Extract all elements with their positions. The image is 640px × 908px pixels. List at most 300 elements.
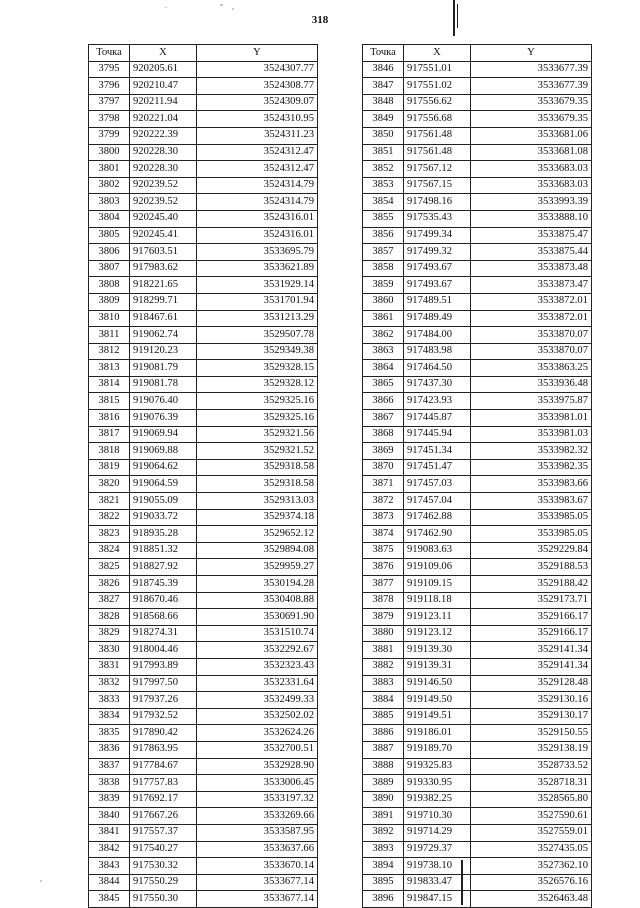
table-row xyxy=(363,459,592,476)
table-row xyxy=(89,194,318,211)
y-cell: 3533695.79 xyxy=(197,244,318,261)
x-cell: 917556.62 xyxy=(404,94,471,111)
y-cell: 3526576.16 xyxy=(471,874,592,891)
table-row xyxy=(89,741,318,758)
y-cell: 3532624.26 xyxy=(197,725,318,742)
header-point: Точка xyxy=(363,45,404,62)
x-cell: 919069.88 xyxy=(130,443,197,460)
x-cell: 920205.61 xyxy=(130,61,197,78)
point-cell: 3823 xyxy=(89,526,130,543)
point-cell: 3833 xyxy=(89,692,130,709)
table-row xyxy=(363,476,592,493)
x-cell: 919055.09 xyxy=(130,493,197,510)
y-cell: 3532502.02 xyxy=(197,708,318,725)
y-cell: 3530691.90 xyxy=(197,609,318,626)
table-row xyxy=(363,675,592,692)
point-cell: 3821 xyxy=(89,493,130,510)
y-cell: 3533875.47 xyxy=(471,227,592,244)
x-cell: 917423.93 xyxy=(404,393,471,410)
x-cell: 919118.18 xyxy=(404,592,471,609)
y-cell: 3533683.03 xyxy=(471,177,592,194)
point-cell: 3872 xyxy=(363,493,404,510)
y-cell: 3524312.47 xyxy=(197,144,318,161)
y-cell: 3529374.18 xyxy=(197,509,318,526)
table-row xyxy=(363,808,592,825)
table-row xyxy=(363,658,592,675)
header-point: Точка xyxy=(89,45,130,62)
point-cell: 3873 xyxy=(363,509,404,526)
point-cell: 3874 xyxy=(363,526,404,543)
x-cell: 917457.04 xyxy=(404,493,471,510)
y-cell: 3529166.17 xyxy=(471,625,592,642)
table-row xyxy=(363,493,592,510)
y-cell: 3533993.39 xyxy=(471,194,592,211)
point-cell: 3848 xyxy=(363,94,404,111)
table-row xyxy=(363,775,592,792)
y-cell: 3529318.58 xyxy=(197,476,318,493)
y-cell: 3524316.01 xyxy=(197,227,318,244)
point-cell: 3868 xyxy=(363,426,404,443)
point-cell: 3829 xyxy=(89,625,130,642)
x-cell: 917863.95 xyxy=(130,741,197,758)
x-cell: 919847.15 xyxy=(404,891,471,908)
y-cell: 3533677.14 xyxy=(197,874,318,891)
point-cell: 3869 xyxy=(363,443,404,460)
y-cell: 3533985.05 xyxy=(471,509,592,526)
y-cell: 3533006.45 xyxy=(197,775,318,792)
x-cell: 920245.41 xyxy=(130,227,197,244)
table-row xyxy=(89,509,318,526)
table-row xyxy=(363,244,592,261)
y-cell: 3529138.19 xyxy=(471,741,592,758)
y-cell: 3533863.25 xyxy=(471,360,592,377)
x-cell: 917551.01 xyxy=(404,61,471,78)
y-cell: 3529321.56 xyxy=(197,426,318,443)
binding-mark-top-2 xyxy=(457,4,458,28)
point-cell: 3841 xyxy=(89,824,130,841)
table-row xyxy=(89,293,318,310)
x-cell: 919083.63 xyxy=(404,542,471,559)
x-cell: 919123.12 xyxy=(404,625,471,642)
table-row xyxy=(89,476,318,493)
point-cell: 3808 xyxy=(89,277,130,294)
x-cell: 917557.37 xyxy=(130,824,197,841)
point-cell: 3814 xyxy=(89,376,130,393)
y-cell: 3533870.07 xyxy=(471,327,592,344)
point-cell: 3802 xyxy=(89,177,130,194)
table-row xyxy=(89,758,318,775)
table-row xyxy=(363,127,592,144)
table-row xyxy=(363,111,592,128)
table-row xyxy=(363,559,592,576)
point-cell: 3885 xyxy=(363,708,404,725)
x-cell: 917451.34 xyxy=(404,443,471,460)
x-cell: 919139.31 xyxy=(404,658,471,675)
table-row xyxy=(89,78,318,95)
table-row xyxy=(89,708,318,725)
x-cell: 920211.94 xyxy=(130,94,197,111)
point-cell: 3810 xyxy=(89,310,130,327)
x-cell: 917567.15 xyxy=(404,177,471,194)
x-cell: 917937.26 xyxy=(130,692,197,709)
y-cell: 3524312.47 xyxy=(197,161,318,178)
table-row xyxy=(363,410,592,427)
x-cell: 919123.11 xyxy=(404,609,471,626)
x-cell: 919149.51 xyxy=(404,708,471,725)
point-cell: 3858 xyxy=(363,260,404,277)
point-cell: 3844 xyxy=(89,874,130,891)
point-cell: 3849 xyxy=(363,111,404,128)
table-row xyxy=(363,874,592,891)
x-cell: 917437.30 xyxy=(404,376,471,393)
y-cell: 3533875.44 xyxy=(471,244,592,261)
y-cell: 3524307.77 xyxy=(197,61,318,78)
point-cell: 3835 xyxy=(89,725,130,742)
table-row xyxy=(363,61,592,78)
x-cell: 917556.68 xyxy=(404,111,471,128)
x-cell: 917445.87 xyxy=(404,410,471,427)
y-cell: 3529325.16 xyxy=(197,393,318,410)
x-cell: 918299.71 xyxy=(130,293,197,310)
table-row xyxy=(363,542,592,559)
y-cell: 3533587.95 xyxy=(197,824,318,841)
point-cell: 3822 xyxy=(89,509,130,526)
y-cell: 3533872.01 xyxy=(471,293,592,310)
table-row xyxy=(89,874,318,891)
x-cell: 917567.12 xyxy=(404,161,471,178)
table-row xyxy=(89,410,318,427)
x-cell: 918851.32 xyxy=(130,542,197,559)
x-cell: 919062.74 xyxy=(130,327,197,344)
x-cell: 920210.47 xyxy=(130,78,197,95)
table-row xyxy=(363,327,592,344)
x-cell: 918004.46 xyxy=(130,642,197,659)
point-cell: 3819 xyxy=(89,459,130,476)
y-cell: 3524308.77 xyxy=(197,78,318,95)
point-cell: 3854 xyxy=(363,194,404,211)
y-cell: 3532292.67 xyxy=(197,642,318,659)
table-row xyxy=(89,824,318,841)
y-cell: 3533982.35 xyxy=(471,459,592,476)
table-header-row xyxy=(363,45,592,62)
x-cell: 918827.92 xyxy=(130,559,197,576)
y-cell: 3533677.14 xyxy=(197,891,318,908)
point-cell: 3888 xyxy=(363,758,404,775)
y-cell: 3529141.34 xyxy=(471,658,592,675)
point-cell: 3853 xyxy=(363,177,404,194)
y-cell: 3529229.84 xyxy=(471,542,592,559)
point-cell: 3857 xyxy=(363,244,404,261)
y-cell: 3529349.38 xyxy=(197,343,318,360)
point-cell: 3818 xyxy=(89,443,130,460)
x-cell: 919714.29 xyxy=(404,824,471,841)
y-cell: 3531701.94 xyxy=(197,293,318,310)
point-cell: 3881 xyxy=(363,642,404,659)
y-cell: 3524309.07 xyxy=(197,94,318,111)
table-row xyxy=(89,658,318,675)
y-cell: 3533269.66 xyxy=(197,808,318,825)
point-cell: 3812 xyxy=(89,343,130,360)
point-cell: 3797 xyxy=(89,94,130,111)
table-row xyxy=(89,177,318,194)
point-cell: 3891 xyxy=(363,808,404,825)
x-cell: 919069.94 xyxy=(130,426,197,443)
point-cell: 3879 xyxy=(363,609,404,626)
y-cell: 3533621.89 xyxy=(197,260,318,277)
table-row xyxy=(363,94,592,111)
y-cell: 3529141.34 xyxy=(471,642,592,659)
scan-speck xyxy=(40,880,42,882)
x-cell: 919033.72 xyxy=(130,509,197,526)
x-cell: 919325.83 xyxy=(404,758,471,775)
x-cell: 919146.50 xyxy=(404,675,471,692)
point-cell: 3796 xyxy=(89,78,130,95)
x-cell: 917489.49 xyxy=(404,310,471,327)
table-row xyxy=(363,692,592,709)
table-row xyxy=(363,858,592,875)
point-cell: 3804 xyxy=(89,210,130,227)
x-cell: 917462.88 xyxy=(404,509,471,526)
x-cell: 920239.52 xyxy=(130,194,197,211)
x-cell: 920239.52 xyxy=(130,177,197,194)
point-cell: 3893 xyxy=(363,841,404,858)
x-cell: 920245.40 xyxy=(130,210,197,227)
table-row xyxy=(363,625,592,642)
x-cell: 919149.50 xyxy=(404,692,471,709)
x-cell: 917667.26 xyxy=(130,808,197,825)
point-cell: 3870 xyxy=(363,459,404,476)
y-cell: 3533670.14 xyxy=(197,858,318,875)
point-cell: 3882 xyxy=(363,658,404,675)
point-cell: 3836 xyxy=(89,741,130,758)
table-row xyxy=(363,144,592,161)
point-cell: 3886 xyxy=(363,725,404,742)
table-row xyxy=(89,227,318,244)
y-cell: 3527559.01 xyxy=(471,824,592,841)
x-cell: 917540.27 xyxy=(130,841,197,858)
table-row xyxy=(89,161,318,178)
table-row xyxy=(89,244,318,261)
table-row xyxy=(89,376,318,393)
x-cell: 919189.70 xyxy=(404,741,471,758)
y-cell: 3529128.48 xyxy=(471,675,592,692)
y-cell: 3533936.48 xyxy=(471,376,592,393)
y-cell: 3528718.31 xyxy=(471,775,592,792)
table-row xyxy=(89,443,318,460)
x-cell: 918670.46 xyxy=(130,592,197,609)
header-x: X xyxy=(130,45,197,62)
point-cell: 3809 xyxy=(89,293,130,310)
point-cell: 3895 xyxy=(363,874,404,891)
x-cell: 919382.25 xyxy=(404,791,471,808)
y-cell: 3529173.71 xyxy=(471,592,592,609)
point-cell: 3851 xyxy=(363,144,404,161)
table-row xyxy=(89,327,318,344)
x-cell: 920228.30 xyxy=(130,144,197,161)
table-row xyxy=(89,61,318,78)
table-row xyxy=(89,675,318,692)
y-cell: 3529130.17 xyxy=(471,708,592,725)
x-cell: 918745.39 xyxy=(130,576,197,593)
point-cell: 3878 xyxy=(363,592,404,609)
point-cell: 3840 xyxy=(89,808,130,825)
point-cell: 3834 xyxy=(89,708,130,725)
y-cell: 3532499.33 xyxy=(197,692,318,709)
x-cell: 917493.67 xyxy=(404,277,471,294)
y-cell: 3533983.67 xyxy=(471,493,592,510)
table-row xyxy=(363,426,592,443)
table-row xyxy=(89,858,318,875)
table-row xyxy=(89,277,318,294)
point-cell: 3827 xyxy=(89,592,130,609)
table-row xyxy=(89,841,318,858)
point-cell: 3839 xyxy=(89,791,130,808)
y-cell: 3533872.01 xyxy=(471,310,592,327)
point-cell: 3864 xyxy=(363,360,404,377)
y-cell: 3532331.64 xyxy=(197,675,318,692)
point-cell: 3877 xyxy=(363,576,404,593)
table-row xyxy=(89,426,318,443)
y-cell: 3533681.08 xyxy=(471,144,592,161)
table-row xyxy=(89,144,318,161)
point-cell: 3894 xyxy=(363,858,404,875)
x-cell: 919330.95 xyxy=(404,775,471,792)
table-row xyxy=(89,310,318,327)
y-cell: 3530408.88 xyxy=(197,592,318,609)
point-cell: 3889 xyxy=(363,775,404,792)
y-cell: 3529959.27 xyxy=(197,559,318,576)
y-cell: 3528733.52 xyxy=(471,758,592,775)
x-cell: 917499.32 xyxy=(404,244,471,261)
y-cell: 3533873.47 xyxy=(471,277,592,294)
point-cell: 3824 xyxy=(89,542,130,559)
point-cell: 3795 xyxy=(89,61,130,78)
x-cell: 917483.98 xyxy=(404,343,471,360)
point-cell: 3867 xyxy=(363,410,404,427)
table-row xyxy=(363,791,592,808)
point-cell: 3855 xyxy=(363,210,404,227)
x-cell: 917997.50 xyxy=(130,675,197,692)
scan-speck xyxy=(165,7,167,8)
point-cell: 3816 xyxy=(89,410,130,427)
x-cell: 919120.23 xyxy=(130,343,197,360)
point-cell: 3845 xyxy=(89,891,130,908)
point-cell: 3850 xyxy=(363,127,404,144)
point-cell: 3863 xyxy=(363,343,404,360)
y-cell: 3529130.16 xyxy=(471,692,592,709)
y-cell: 3529328.12 xyxy=(197,376,318,393)
x-cell: 917550.30 xyxy=(130,891,197,908)
point-cell: 3828 xyxy=(89,609,130,626)
y-cell: 3533873.48 xyxy=(471,260,592,277)
table-row xyxy=(363,227,592,244)
table-row xyxy=(363,376,592,393)
point-cell: 3838 xyxy=(89,775,130,792)
point-cell: 3866 xyxy=(363,393,404,410)
table-row xyxy=(89,625,318,642)
point-cell: 3817 xyxy=(89,426,130,443)
y-cell: 3533981.03 xyxy=(471,426,592,443)
table-row xyxy=(363,509,592,526)
y-cell: 3533985.05 xyxy=(471,526,592,543)
table-row xyxy=(363,592,592,609)
y-cell: 3531510.74 xyxy=(197,625,318,642)
y-cell: 3533679.35 xyxy=(471,111,592,128)
table-row xyxy=(89,343,318,360)
y-cell: 3524316.01 xyxy=(197,210,318,227)
y-cell: 3533679.35 xyxy=(471,94,592,111)
table-row xyxy=(89,808,318,825)
table-row xyxy=(363,526,592,543)
point-cell: 3890 xyxy=(363,791,404,808)
y-cell: 3531929.14 xyxy=(197,277,318,294)
y-cell: 3529321.52 xyxy=(197,443,318,460)
x-cell: 917499.34 xyxy=(404,227,471,244)
table-row xyxy=(89,210,318,227)
header-y: Y xyxy=(197,45,318,62)
y-cell: 3533983.66 xyxy=(471,476,592,493)
y-cell: 3527362.10 xyxy=(471,858,592,875)
x-cell: 917484.00 xyxy=(404,327,471,344)
x-cell: 917551.02 xyxy=(404,78,471,95)
point-cell: 3830 xyxy=(89,642,130,659)
point-cell: 3798 xyxy=(89,111,130,128)
x-cell: 917890.42 xyxy=(130,725,197,742)
table-row xyxy=(89,94,318,111)
table-row xyxy=(363,78,592,95)
table-row xyxy=(89,775,318,792)
table-row xyxy=(89,260,318,277)
x-cell: 917784.67 xyxy=(130,758,197,775)
point-cell: 3813 xyxy=(89,360,130,377)
point-cell: 3843 xyxy=(89,858,130,875)
page-number: 318 xyxy=(311,14,329,26)
table-row xyxy=(363,260,592,277)
y-cell: 3533870.07 xyxy=(471,343,592,360)
point-cell: 3837 xyxy=(89,758,130,775)
table-row xyxy=(89,360,318,377)
table-row xyxy=(89,459,318,476)
table-row xyxy=(363,310,592,327)
point-cell: 3806 xyxy=(89,244,130,261)
table-row xyxy=(363,293,592,310)
table-row xyxy=(89,127,318,144)
x-cell: 917451.47 xyxy=(404,459,471,476)
point-cell: 3856 xyxy=(363,227,404,244)
x-cell: 920222.39 xyxy=(130,127,197,144)
table-row xyxy=(89,592,318,609)
x-cell: 917561.48 xyxy=(404,144,471,161)
y-cell: 3524314.79 xyxy=(197,177,318,194)
x-cell: 917489.51 xyxy=(404,293,471,310)
x-cell: 917457.03 xyxy=(404,476,471,493)
x-cell: 917493.67 xyxy=(404,260,471,277)
header-x: X xyxy=(404,45,471,62)
point-cell: 3859 xyxy=(363,277,404,294)
table-row xyxy=(363,443,592,460)
table-row xyxy=(363,343,592,360)
table-row xyxy=(363,841,592,858)
table-row xyxy=(363,177,592,194)
table-row xyxy=(89,642,318,659)
y-cell: 3526463.48 xyxy=(471,891,592,908)
table-row xyxy=(89,609,318,626)
y-cell: 3524311.23 xyxy=(197,127,318,144)
point-cell: 3803 xyxy=(89,194,130,211)
point-cell: 3862 xyxy=(363,327,404,344)
point-cell: 3875 xyxy=(363,542,404,559)
point-cell: 3860 xyxy=(363,293,404,310)
